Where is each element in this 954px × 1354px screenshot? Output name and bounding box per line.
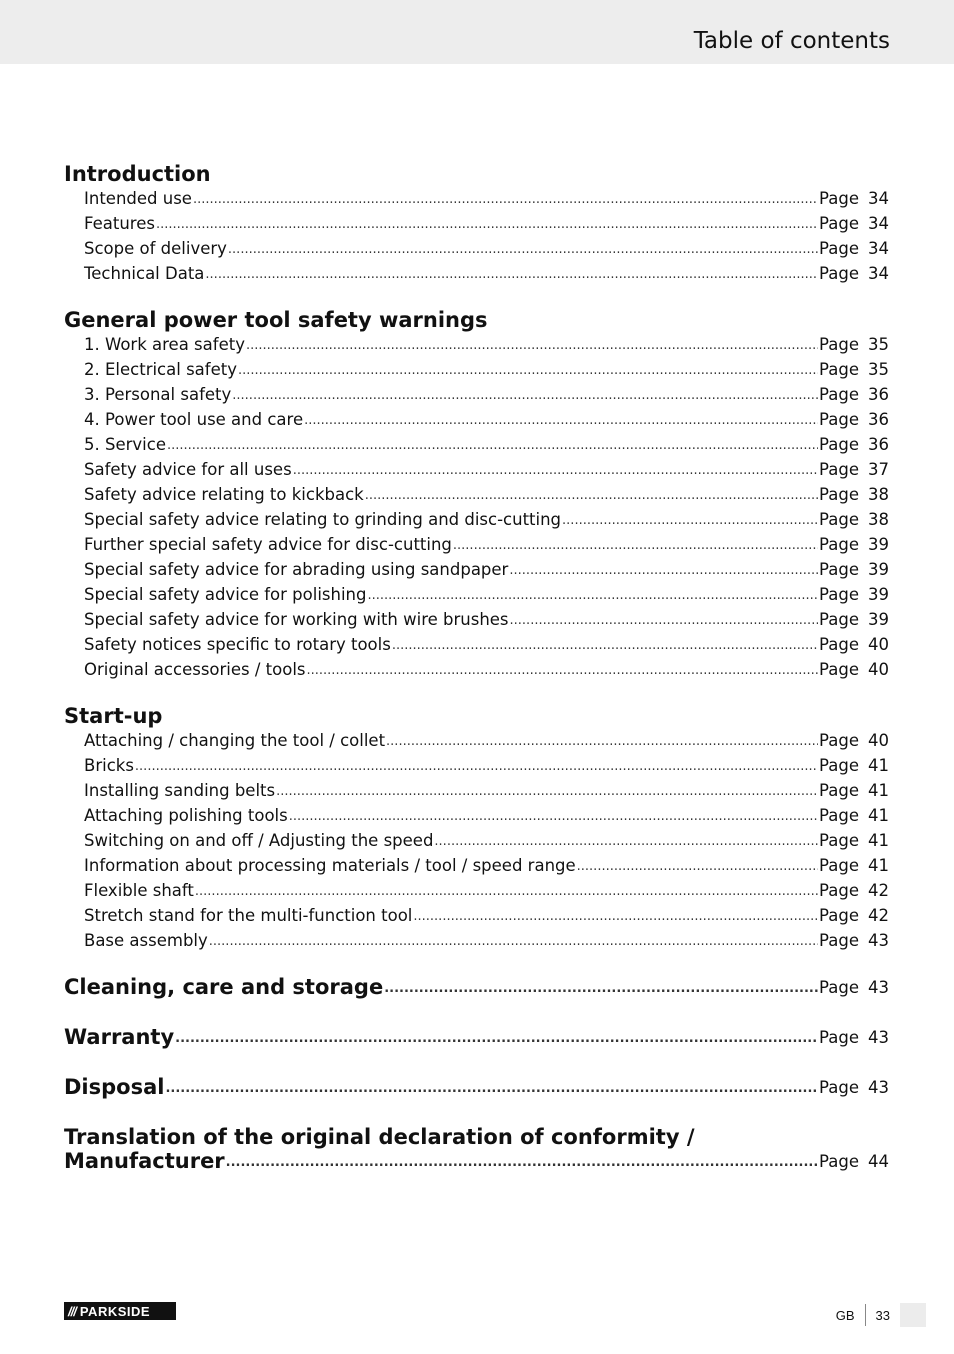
page-ref bbox=[819, 1149, 889, 1174]
page-ref bbox=[819, 236, 889, 261]
toc-entry-title: Installing sanding belts bbox=[84, 781, 276, 800]
toc-entry[interactable] bbox=[64, 778, 889, 803]
dot-leader bbox=[276, 781, 818, 803]
page-label: Page bbox=[819, 906, 859, 925]
page-ref bbox=[819, 482, 889, 507]
page-number-ref: 40 bbox=[868, 731, 889, 750]
page-ref bbox=[819, 582, 889, 607]
page-ref bbox=[819, 728, 889, 753]
dot-leader bbox=[304, 410, 818, 432]
toc-entry[interactable] bbox=[64, 853, 889, 878]
toc-entry[interactable] bbox=[64, 878, 889, 903]
section-heading: Introduction bbox=[64, 162, 211, 186]
page-number-ref: 43 bbox=[868, 931, 889, 950]
dot-leader bbox=[386, 731, 818, 753]
page-label: Page bbox=[819, 189, 859, 208]
toc-section bbox=[64, 975, 889, 1000]
page-ref bbox=[819, 657, 889, 682]
dot-leader bbox=[232, 385, 818, 407]
page-ref bbox=[819, 1025, 889, 1050]
toc-entry-title: Bricks bbox=[84, 756, 134, 775]
toc-entry-title: 3. Personal safety bbox=[84, 385, 232, 404]
page-ref bbox=[819, 211, 889, 236]
section-heading-line1: Translation of the original declaration of conformity / bbox=[64, 1125, 695, 1149]
page-label: Page bbox=[819, 410, 859, 429]
page-number-ref: 34 bbox=[868, 239, 889, 258]
page-label: Page bbox=[819, 335, 859, 354]
page-ref bbox=[819, 975, 889, 1000]
toc-entry[interactable] bbox=[64, 903, 889, 928]
page-label: Page bbox=[819, 931, 859, 950]
dot-leader bbox=[289, 806, 818, 828]
dot-leader bbox=[195, 881, 818, 903]
page-label: Page bbox=[819, 510, 859, 529]
dot-leader bbox=[392, 635, 818, 657]
page-label: Page bbox=[819, 435, 859, 454]
dot-leader bbox=[228, 239, 818, 261]
toc-entry[interactable] bbox=[64, 236, 889, 261]
dot-leader bbox=[413, 906, 818, 928]
page-ref bbox=[819, 407, 889, 432]
dot-leader bbox=[509, 560, 818, 582]
toc-entry-title: Stretch stand for the multi-function tool bbox=[84, 906, 413, 925]
page-label: Page bbox=[819, 660, 859, 679]
toc-entry[interactable] bbox=[64, 211, 889, 236]
header-band bbox=[0, 0, 954, 64]
page-label: Page bbox=[819, 214, 859, 233]
toc-section-entry[interactable] bbox=[64, 1149, 889, 1174]
page-label: Page bbox=[819, 1152, 859, 1171]
toc-entry-title: Technical Data bbox=[84, 264, 205, 283]
section-heading-line2: Manufacturer bbox=[64, 1149, 225, 1173]
toc-entry-title: Safety advice for all uses bbox=[84, 460, 292, 479]
page-label: Page bbox=[819, 239, 859, 258]
page-number-ref: 43 bbox=[868, 1078, 889, 1097]
page-number-ref: 39 bbox=[868, 585, 889, 604]
dot-leader bbox=[453, 535, 818, 557]
page-number-ref: 35 bbox=[868, 335, 889, 354]
page-ref bbox=[819, 557, 889, 582]
page-ref bbox=[819, 382, 889, 407]
toc-entry[interactable] bbox=[64, 261, 889, 286]
page-number-ref: 36 bbox=[868, 435, 889, 454]
page-ref bbox=[819, 457, 889, 482]
footer-page-info bbox=[836, 1303, 926, 1327]
page-number-ref: 40 bbox=[868, 660, 889, 679]
dot-leader bbox=[156, 214, 818, 236]
toc-entry-title: Information about processing materials / tool / speed range bbox=[84, 856, 576, 875]
dot-leader bbox=[238, 360, 818, 382]
page-ref bbox=[819, 878, 889, 903]
page-number-ref: 40 bbox=[868, 635, 889, 654]
toc-entry[interactable] bbox=[64, 728, 889, 753]
page-number-ref: 39 bbox=[868, 535, 889, 554]
page-label: Page bbox=[819, 978, 859, 997]
toc-entry[interactable] bbox=[64, 828, 889, 853]
dot-leader bbox=[365, 485, 818, 507]
dot-leader bbox=[167, 435, 818, 457]
logo-text: PARKSIDE bbox=[79, 1303, 151, 1319]
page-ref bbox=[819, 803, 889, 828]
page-label: Page bbox=[819, 360, 859, 379]
page-label: Page bbox=[819, 485, 859, 504]
page-label: Page bbox=[819, 385, 859, 404]
page-number-ref: 34 bbox=[868, 264, 889, 283]
toc-entry-title: Attaching polishing tools bbox=[84, 806, 288, 825]
page-ref bbox=[819, 1075, 889, 1100]
page-number-ref: 39 bbox=[868, 560, 889, 579]
table-of-contents bbox=[64, 162, 889, 1196]
page-label: Page bbox=[819, 756, 859, 775]
toc-section-entry[interactable] bbox=[64, 1025, 889, 1050]
section-heading: Warranty bbox=[64, 1025, 175, 1049]
toc-section bbox=[64, 308, 889, 682]
toc-entry[interactable] bbox=[64, 432, 889, 457]
page-ref bbox=[819, 828, 889, 853]
footer-tab-box bbox=[900, 1303, 926, 1327]
page-ref bbox=[819, 753, 889, 778]
toc-entry-title: 4. Power tool use and care bbox=[84, 410, 304, 429]
page-ref bbox=[819, 332, 889, 357]
page-ref bbox=[819, 607, 889, 632]
toc-entry-title: Special safety advice for polishing bbox=[84, 585, 367, 604]
toc-entry-title: Safety advice relating to kickback bbox=[84, 485, 364, 504]
toc-section bbox=[64, 704, 889, 953]
dot-leader bbox=[510, 610, 819, 632]
language-code: GB bbox=[835, 1307, 855, 1323]
page-number-ref: 42 bbox=[868, 906, 889, 925]
toc-entry[interactable] bbox=[64, 357, 889, 382]
toc-entry[interactable] bbox=[64, 607, 889, 632]
page-label: Page bbox=[819, 610, 859, 629]
toc-entry[interactable] bbox=[64, 557, 889, 582]
section-heading: Start-up bbox=[64, 704, 163, 728]
toc-entry[interactable] bbox=[64, 753, 889, 778]
page-label: Page bbox=[819, 1078, 859, 1097]
toc-entry-title: Special safety advice relating to grinding and disc-cutting bbox=[84, 510, 562, 529]
page-label: Page bbox=[819, 1028, 859, 1047]
toc-entry-title: Scope of delivery bbox=[84, 239, 227, 258]
page-number-ref: 35 bbox=[868, 360, 889, 379]
dot-leader bbox=[384, 978, 818, 1000]
toc-section-entry[interactable] bbox=[64, 975, 889, 1000]
page-ref bbox=[819, 903, 889, 928]
toc-entry[interactable] bbox=[64, 928, 889, 953]
dot-leader bbox=[165, 1078, 818, 1100]
page-ref bbox=[819, 632, 889, 657]
dot-leader bbox=[577, 856, 818, 878]
page-label: Page bbox=[819, 731, 859, 750]
toc-section bbox=[64, 1075, 889, 1100]
page-number-ref: 43 bbox=[868, 978, 889, 997]
page-label: Page bbox=[819, 635, 859, 654]
page-ref bbox=[819, 186, 889, 211]
page-number-ref: 43 bbox=[868, 1028, 889, 1047]
page-number-ref: 42 bbox=[868, 881, 889, 900]
parkside-logo bbox=[64, 1302, 176, 1320]
toc-entry[interactable] bbox=[64, 507, 889, 532]
page-label: Page bbox=[819, 806, 859, 825]
dot-leader bbox=[367, 585, 818, 607]
page-number-ref: 41 bbox=[868, 831, 889, 850]
toc-entry-title: Flexible shaft bbox=[84, 881, 194, 900]
toc-entry[interactable] bbox=[64, 482, 889, 507]
page-number-ref: 41 bbox=[868, 756, 889, 775]
toc-entry-title: Base assembly bbox=[84, 931, 208, 950]
page-number-ref: 36 bbox=[868, 410, 889, 429]
section-heading: General power tool safety warnings bbox=[64, 308, 488, 332]
toc-entry-title: Intended use bbox=[84, 189, 192, 208]
page-number-ref: 34 bbox=[868, 214, 889, 233]
page-label: Page bbox=[819, 460, 859, 479]
toc-entry-title: Features bbox=[84, 214, 155, 233]
page-title: Table of contents bbox=[693, 28, 890, 54]
page-label: Page bbox=[819, 560, 859, 579]
toc-entry-title: Original accessories / tools bbox=[84, 660, 306, 679]
dot-leader bbox=[293, 460, 818, 482]
toc-entry-title: Special safety advice for working with wire brushes bbox=[84, 610, 509, 629]
toc-entry[interactable] bbox=[64, 582, 889, 607]
toc-entry[interactable] bbox=[64, 803, 889, 828]
toc-entry[interactable] bbox=[64, 186, 889, 211]
toc-entry[interactable] bbox=[64, 657, 889, 682]
toc-entry[interactable] bbox=[64, 332, 889, 357]
page-number-ref: 38 bbox=[868, 485, 889, 504]
page-ref bbox=[819, 778, 889, 803]
dot-leader bbox=[193, 189, 818, 211]
page-number-ref: 37 bbox=[868, 460, 889, 479]
page-number-ref: 38 bbox=[868, 510, 889, 529]
dot-leader bbox=[246, 335, 818, 357]
logo-slashes: /// bbox=[68, 1303, 76, 1319]
toc-entry-title: Switching on and off / Adjusting the speed bbox=[84, 831, 434, 850]
dot-leader bbox=[226, 1152, 818, 1174]
dot-leader bbox=[562, 510, 818, 532]
dot-leader bbox=[175, 1028, 818, 1050]
page-ref bbox=[819, 532, 889, 557]
toc-section-entry[interactable] bbox=[64, 1075, 889, 1100]
toc-entry[interactable] bbox=[64, 382, 889, 407]
page-ref bbox=[819, 853, 889, 878]
page-label: Page bbox=[819, 585, 859, 604]
dot-leader bbox=[205, 264, 818, 286]
toc-entry-title: 1. Work area safety bbox=[84, 335, 245, 354]
page-number: 33 bbox=[875, 1307, 890, 1323]
page-ref bbox=[819, 507, 889, 532]
toc-entry-title: 5. Service bbox=[84, 435, 166, 454]
page-label: Page bbox=[819, 856, 859, 875]
toc-section bbox=[64, 162, 889, 286]
page-label: Page bbox=[819, 881, 859, 900]
page-number-ref: 41 bbox=[868, 806, 889, 825]
toc-entry-title: Further special safety advice for disc-cutting bbox=[84, 535, 452, 554]
page-number-ref: 41 bbox=[868, 781, 889, 800]
toc-entry-title: 2. Electrical safety bbox=[84, 360, 237, 379]
page-ref bbox=[819, 928, 889, 953]
dot-leader bbox=[135, 756, 818, 778]
page-label: Page bbox=[819, 781, 859, 800]
page-number-ref: 36 bbox=[868, 385, 889, 404]
dot-leader bbox=[209, 931, 818, 953]
toc-entry[interactable] bbox=[64, 632, 889, 657]
toc-entry-title: Safety notices specific to rotary tools bbox=[84, 635, 391, 654]
dot-leader bbox=[307, 660, 819, 682]
section-heading: Cleaning, care and storage bbox=[64, 975, 384, 999]
page-number-ref: 44 bbox=[868, 1152, 889, 1171]
toc-entry[interactable] bbox=[64, 532, 889, 557]
toc-entry-title: Special safety advice for abrading using sandpaper bbox=[84, 560, 509, 579]
toc-section bbox=[64, 1125, 889, 1174]
page-label: Page bbox=[819, 831, 859, 850]
toc-section bbox=[64, 1025, 889, 1050]
toc-entry[interactable] bbox=[64, 407, 889, 432]
page-number-ref: 41 bbox=[868, 856, 889, 875]
toc-entry-title: Attaching / changing the tool / collet bbox=[84, 731, 386, 750]
page-ref bbox=[819, 261, 889, 286]
page-ref bbox=[819, 432, 889, 457]
page-label: Page bbox=[819, 264, 859, 283]
page-label: Page bbox=[819, 535, 859, 554]
dot-leader bbox=[434, 831, 818, 853]
page-number-ref: 34 bbox=[868, 189, 889, 208]
page-ref bbox=[819, 357, 889, 382]
section-heading: Disposal bbox=[64, 1075, 165, 1099]
page-number-ref: 39 bbox=[868, 610, 889, 629]
toc-entry[interactable] bbox=[64, 457, 889, 482]
